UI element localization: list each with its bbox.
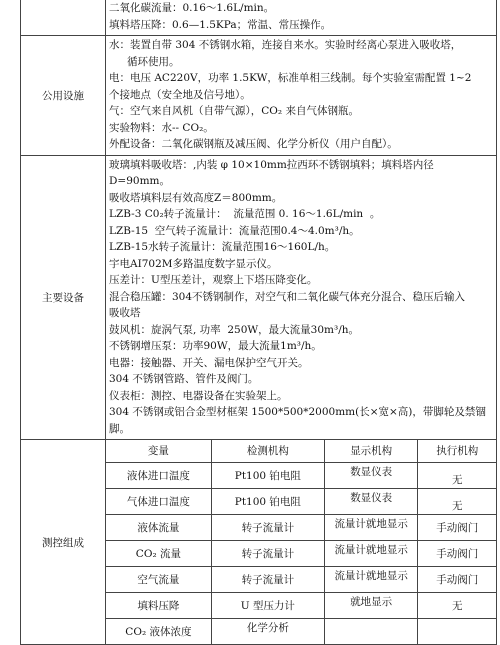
control-data-row	[106, 463, 496, 489]
control-cell: 无	[418, 489, 496, 515]
column-header: 检测机构	[211, 440, 324, 463]
control-cell	[418, 619, 496, 645]
control-cell: 手动阀门	[418, 541, 496, 567]
control-data-row	[106, 541, 496, 567]
content-line: 压差计：U型压差计，观察上下塔压降变化。	[109, 274, 318, 286]
content-line: 304 不锈钢或铝合金型材框架 1500*500*2000mm(长×宽×高)，带脚轮及禁锢	[109, 406, 486, 418]
control-table-cell	[106, 440, 497, 645]
control-header-row	[106, 440, 496, 463]
content-line: 玻璃填料吸收塔：,内装 φ 10×10mm拉西环不锈钢填料；填料塔内径	[109, 158, 434, 171]
content-line: 电器：接触器、开关、漏电保护空气开关。	[109, 356, 309, 369]
control-cell: CO₂ 液体浓度	[106, 619, 211, 645]
control-cell: 数显仪表	[324, 489, 418, 515]
main-equipment-row	[21, 155, 497, 440]
content-line: 仪表柜：测控、电器设备在实验架上。	[109, 389, 288, 402]
content-line: 气：空气来自风机（自带气源），CO₂ 来自气体钢瓶。	[109, 105, 359, 117]
utilities-row	[21, 36, 497, 156]
control-data-row	[106, 515, 496, 541]
control-data-row	[106, 489, 496, 515]
control-cell: 流量计就地显示	[324, 515, 418, 541]
row-label: 主要设备	[21, 155, 106, 440]
row-label: 测控组成	[21, 440, 106, 645]
row-content	[106, 0, 497, 36]
control-cell: 填料压降	[106, 593, 211, 619]
control-cell: 手动阀门	[418, 567, 496, 593]
control-cell: 液体流量	[106, 515, 211, 541]
control-cell: 就地显示	[324, 593, 418, 619]
content-line: 不锈钢增压泵：功率90W，最大流量1m³/h。	[109, 340, 322, 352]
control-data-row	[106, 567, 496, 593]
spec-table	[20, 0, 497, 645]
control-cell: 数显仪表	[324, 463, 418, 489]
content-line: 循环使用。	[127, 55, 180, 68]
content-line: 二氧化碳流量：0.16～1.6L/min。	[109, 2, 275, 14]
control-cell: 空气流量	[106, 567, 211, 593]
control-cell: Pt100 铂电阻	[211, 463, 324, 489]
control-cell: 无	[418, 463, 496, 489]
control-cell: 无	[418, 593, 496, 619]
row-label	[21, 0, 106, 36]
control-cell	[324, 619, 418, 645]
content-line: LZB-15 空气转子流量计：流量范围0.4～4.0m³/h。	[109, 224, 360, 237]
control-cell: 手动阀门	[418, 515, 496, 541]
content-line: 填料塔压降：0.6—1.5KPa；常温、常压操作。	[109, 18, 332, 31]
control-cell: 气体进口温度	[106, 489, 211, 515]
content-line: LZB-15水转子流量计：流量范围16～160L/h。	[109, 241, 336, 253]
content-line: D=90mm。	[109, 175, 170, 187]
control-row	[21, 440, 497, 645]
control-cell: 转子流量计	[211, 541, 324, 567]
row-label: 公用设施	[21, 36, 106, 156]
operating-conditions-row	[21, 0, 497, 36]
control-cell: 化学分析	[211, 619, 324, 645]
content-line: 电：电压 AC220V，功率 1.5KW，标准单相三线制。每个实验室需配置 1~2	[109, 72, 472, 84]
control-cell: U 型压力计	[211, 593, 324, 619]
content-line: 吸收塔	[109, 307, 141, 319]
control-cell: 转子流量计	[211, 567, 324, 593]
row-content	[106, 155, 497, 440]
content-line: 鼓风机：旋涡气泵, 功率 250W，最大流量30m³/h。	[109, 323, 360, 336]
content-line: 吸收塔填料层有效高度Z＝800mm。	[109, 191, 283, 204]
row-content	[106, 36, 497, 156]
column-header: 变量	[106, 440, 211, 463]
content-line: 实验物料：水-- CO₂。	[109, 121, 214, 134]
content-line: 外配设备：二氧化碳钢瓶及减压阀、化学分析仪（用户自配）。	[109, 138, 398, 150]
content-line: 水：装置自带 304 不锈钢水箱，连接自来水。实验时经离心泵进入吸收塔，	[109, 39, 462, 51]
content-line: 304 不锈钢管路、管件及阀门。	[109, 373, 259, 385]
content-line: 脚。	[109, 422, 130, 435]
column-header: 显示机构	[324, 440, 418, 463]
control-data-row	[106, 593, 496, 619]
control-cell: 流量计就地显示	[324, 567, 418, 593]
control-data-row	[106, 619, 496, 645]
control-cell: 转子流量计	[211, 515, 324, 541]
content-line: 宇电AI702M多路温度数字显示仪。	[109, 257, 278, 270]
control-cell: 液体进口温度	[106, 463, 211, 489]
control-cell: 流量计就地显示	[324, 541, 418, 567]
content-line: 混合稳压罐：304不锈钢制作，对空气和二氧化碳气体充分混合、稳压后输入	[109, 290, 466, 303]
control-cell: Pt100 铂电阻	[211, 489, 324, 515]
column-header: 执行机构	[418, 440, 496, 463]
content-line: 个接地点（安全地及信号地）。	[109, 88, 251, 101]
control-table	[106, 440, 496, 644]
content-line: LZB-3 C0₂转子流量计： 流量范围 0. 16～1.6L/min 。	[109, 208, 381, 220]
control-cell: CO₂ 流量	[106, 541, 211, 567]
